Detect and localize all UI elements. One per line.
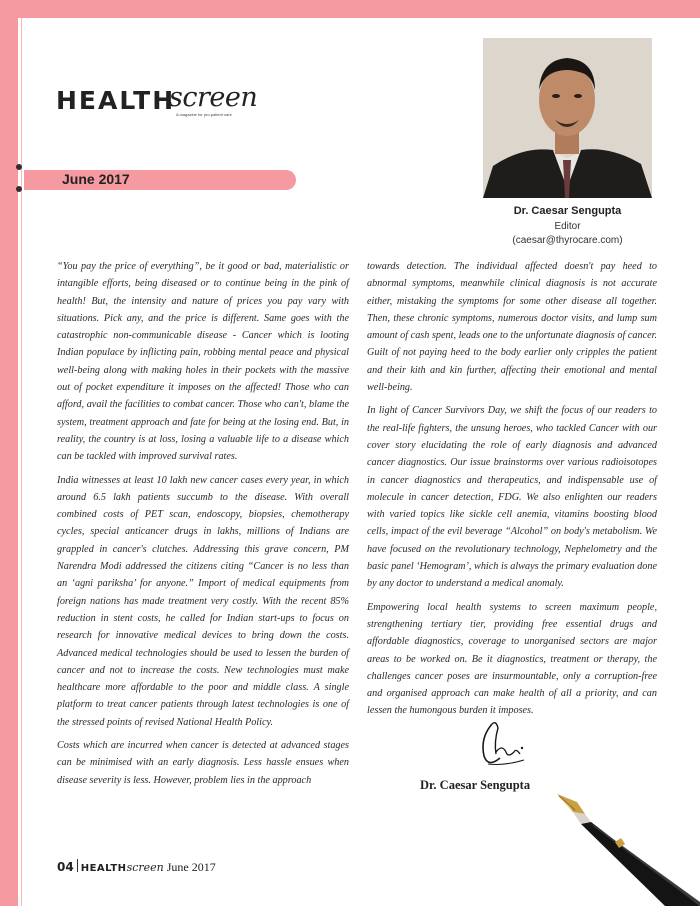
page-number: 04 [57,860,74,874]
masthead-brand-script: screen [169,82,258,113]
top-border [0,0,700,18]
article-column-left [57,258,349,795]
page-footer [57,858,216,878]
footer-separator [77,859,78,872]
masthead-brand-bold: HEALTH [56,86,176,115]
editor-photo [483,38,652,198]
editor-role: Editor [554,221,581,232]
footer-date: June 2017 [166,860,216,874]
editor-email: (caesar@thyrocare.com) [512,235,623,246]
handwritten-signature [470,718,530,779]
signoff-name: Dr. Caesar Sengupta [420,778,531,792]
binding-dot [16,164,22,170]
article-paragraph: Empowering local health systems to screen maximum people, strengthening tertiary tier, providing free essential drugs and affordable diagnostics, coverage to unorganised sectors are major areas to be worked on. Be it diagnostics, treatment or therapy, the challenges cancer poses are insurmountable, only a corruption-free and organised approach can make health of all a priority, and can lessen the humongous burden it imposes. [367,601,657,717]
left-border [0,0,18,906]
footer-brand-bold: HEALTH [80,863,127,874]
article-paragraph: Costs which are incurred when cancer is detected at advanced stages can be minimised with an early diagnosis. Less hassle ensues when disease severity is less. However, problem lies in the approach [57,740,349,786]
margin-line [21,18,22,906]
article-paragraph: “You pay the price of everything”, be it good or bad, materialistic or intangible efforts, being diseased or to continue being in the pink of health! But, the intensity and nature of prices you pay vary with situations. Pick any, and the price is different. Same goes with the catastrophic non-communicable disease - Cancer which is looting Indian populace by inflicting pain, robbing mental peace and physical well-being along with making holes in their pockets with the massive out of pocket expenditure it imposes on the affected! Those who can afford, avail the facilities to combat cancer. Those who can't, blame the system, treatment approach and fate for being at the losing end. But, in reality, the country is at loss, losing a valuable life to a disease which can be tackled with improved survival rates. [57,261,349,463]
footer-brand-script: screen [126,861,164,874]
binding-dot [16,186,22,192]
article-paragraph: India witnesses at least 10 lakh new cancer cases every year, in which around 6.5 lakh patients succumb to the disease. With overall combined costs of PET scan, endoscopy, biopsies, chemotherapy cycles, special anticancer drugs in lakhs, millions of Indians are grappled in cancer's clutches. Addressing this grave concern, PM Narendra Modi addressed the citizens citing “Cancer is no less than an ‘agni pariksha’ for anyone.” Import of medical equipments from foreign nations has made treatment very costly. With the recent 85% reduction in stent costs, he called for Indian start-ups to focus on research for innovative medical devices to bring down the costs. Advanced medical technologies should be used to lessen the burden of cancer and not to increase the costs. New technologies must make healthcare more affordable to the poor and middle class. A single platform to treat cancer patients through latest technologies is one of the stressed points of revised National Health Policy. [57,474,349,728]
article-paragraph: towards detection. The individual affected doesn't pay heed to abnormal symptoms, meanwhile clinical diagnosis is not accurate either, mistaking the symptoms for some other disease all together. Then, these chronic symptoms, numerous doctor visits, and lump sum amount of cash spent, leads one to the unfortunate diagnosis of cancer. Guilt of not paying heed to the body earlier only cripples the patient and their kith and kin further, affecting their emotional and mental well-being. [367,261,657,394]
issue-date: June 2017 [62,171,130,187]
masthead-tagline: A magazine for pro-patient care [176,112,232,117]
fountain-pen-illustration [555,790,700,911]
article-paragraph: In light of Cancer Survivors Day, we shift the focus of our readers to the real-life fighters, the unsung heroes, who tackled Cancer with our cover story elucidating the role of early diagnosis and advanced cancer diagnostics. Our issue brainstorms over various radioisotopes in cancer diagnostics and therapeutics, and indispensable use of molecule in cancer detection, FDG. We also enlighten our readers with varied topics like sickle cell anemia, vitamins boosting blood cells, impact of the evil beverage “Alcohol” on body's metabolism. We have focused on the revolutionary technology, Nephelometry and the basic panel ‘Hemogram’, which is always the primary evaluation done by any doctor to understand a medical anomaly. [367,405,657,590]
article-column-right [367,258,657,726]
editor-name: Dr. Caesar Sengupta [513,205,622,217]
